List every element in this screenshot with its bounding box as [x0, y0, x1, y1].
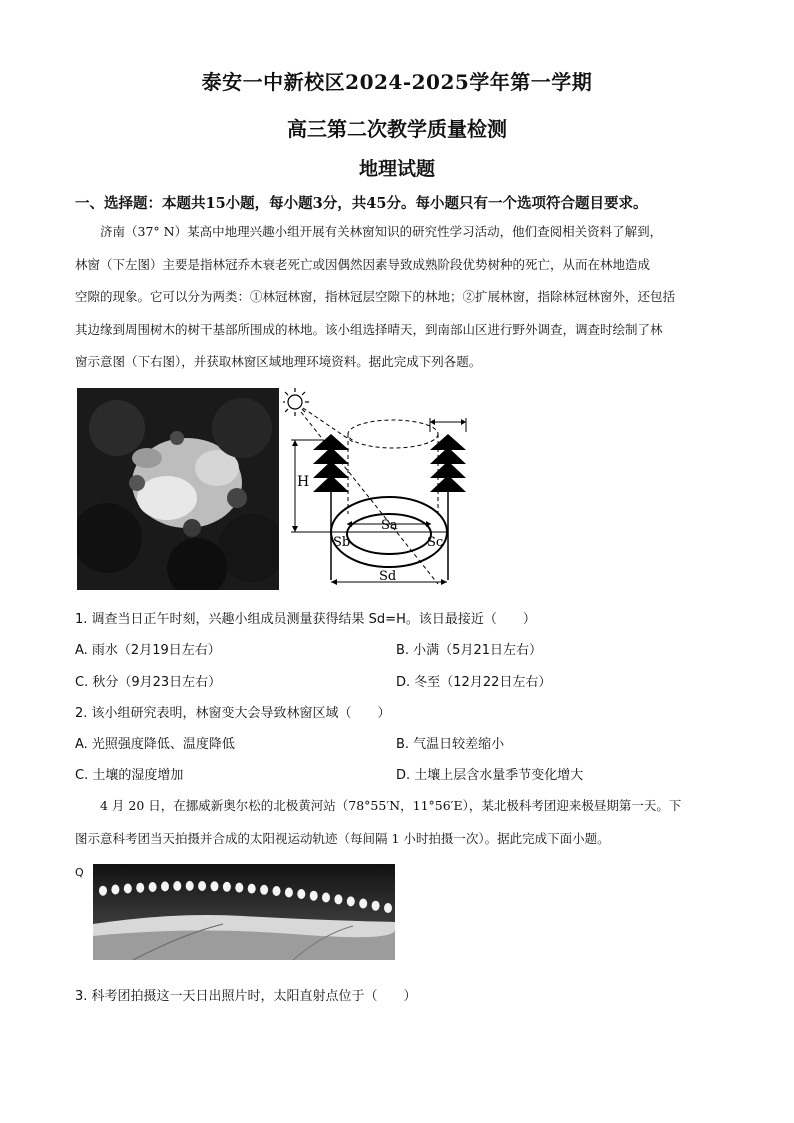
question-1-option-d[interactable]: D. 冬至（12月22日左右）: [396, 675, 552, 690]
question-3-stem: 3. 科考团拍摄这一天日出照片时，太阳直射点位于（ ）: [75, 989, 417, 1004]
sun-position-mark: [359, 899, 367, 909]
question-2-option-a[interactable]: A. 光照强度降低、温度降低: [75, 737, 235, 752]
sun-position-mark: [136, 883, 144, 893]
h-label: H: [297, 474, 310, 490]
sun-position-mark: [310, 891, 318, 901]
sun-position-mark: [297, 889, 305, 899]
sun-icon: [283, 388, 309, 416]
sun-path-photo: [93, 864, 395, 960]
sun-position-mark: [322, 893, 330, 903]
question-2-option-c[interactable]: C. 土壤的湿度增加: [75, 768, 184, 783]
forest-gap-diagram: [283, 384, 483, 594]
question-1-option-a[interactable]: A. 雨水（2月19日左右）: [75, 643, 221, 658]
sun-position-mark: [347, 896, 355, 906]
sd-label: Sd: [379, 569, 397, 584]
passage-line: 其边缘到周围树木的树干基部所围成的林地。该小组选择晴天，到南部山区进行野外调查，调查时绘制了林: [75, 321, 663, 337]
passage-line: 图示意科考团当天拍摄并合成的太阳视运动轨迹（每间隔 1 小时拍摄一次）。据此完成下面小题。: [75, 830, 610, 846]
sa-label: Sa: [381, 518, 398, 533]
q-point-label: Q: [75, 866, 84, 879]
question-2-stem: 2. 该小组研究表明，林窗变大会导致林窗区域（ ）: [75, 706, 391, 721]
sun-position-mark: [124, 884, 132, 894]
question-1-stem: 1. 调查当日正午时刻，兴趣小组成员测量获得结果 Sd=H。该日最接近（ ）: [75, 612, 536, 627]
passage-line: 4 月 20 日，在挪威新奥尔松的北极黄河站（78°55′N，11°56′E），某北极科考团迎来极昼期第一天。下: [100, 798, 682, 813]
sun-position-mark: [260, 885, 268, 895]
sc-label: Sc: [427, 535, 444, 550]
passage-line: 林窗（下左图）主要是指林冠乔木衰老死亡或因偶然因素导致成熟阶段优势树种的死亡，从而在林地造成: [75, 256, 651, 272]
sun-position-mark: [273, 886, 281, 896]
sun-position-mark: [211, 881, 219, 891]
subject-title: 地理试题: [358, 158, 435, 180]
question-1-option-b[interactable]: B. 小满（5月21日左右）: [396, 643, 542, 658]
passage-line: 窗示意图（下右图），并获取林窗区域地理环境资料。据此完成下列各题。: [75, 354, 482, 369]
sun-position-mark: [235, 883, 243, 893]
exam-title: 泰安一中新校区2024-2025学年第一学期: [201, 70, 593, 94]
sun-position-mark: [248, 884, 256, 894]
passage-forest-gap: [75, 216, 725, 379]
tree-icon: [430, 434, 466, 580]
sun-position-mark: [111, 885, 119, 895]
sun-position-mark: [149, 882, 157, 892]
sun-position-mark: [198, 881, 206, 891]
sun-position-mark: [173, 881, 181, 891]
passage-line: 空隙的现象。它可以分为两类：①林冠林窗，指林冠层空隙下的林地；②扩展林窗，指除林冠林窗外，还包括: [75, 289, 676, 304]
question-2-option-d[interactable]: D. 土壤上层含水量季节变化增大: [396, 768, 584, 783]
sun-position-mark: [384, 903, 392, 913]
question-1-option-c[interactable]: C. 秋分（9月23日左右）: [75, 675, 222, 690]
sun-position-mark: [334, 894, 342, 904]
forest-gap-photo: [77, 388, 279, 590]
passage-line: 济南（37° N）某高中地理兴趣小组开展有关林窗知识的研究性学习活动，他们查阅相关资料了解到，: [100, 224, 663, 239]
passage-arctic-station: [75, 790, 735, 855]
sb-label: Sb: [333, 535, 351, 550]
sun-position-mark: [372, 901, 380, 911]
sun-position-mark: [161, 881, 169, 891]
sun-position-mark: [99, 886, 107, 896]
sun-position-mark: [223, 882, 231, 892]
section-heading: 一、选择题：本题共15小题，每小题3分，共45分。每小题只有一个选项符合题目要求。: [75, 195, 648, 212]
tree-icon: [313, 434, 349, 580]
sun-position-mark: [186, 881, 194, 891]
question-2-option-b[interactable]: B. 气温日较差缩小: [396, 737, 505, 752]
sun-position-mark: [285, 888, 293, 898]
exam-subtitle: 高三第二次教学质量检测: [287, 117, 507, 141]
